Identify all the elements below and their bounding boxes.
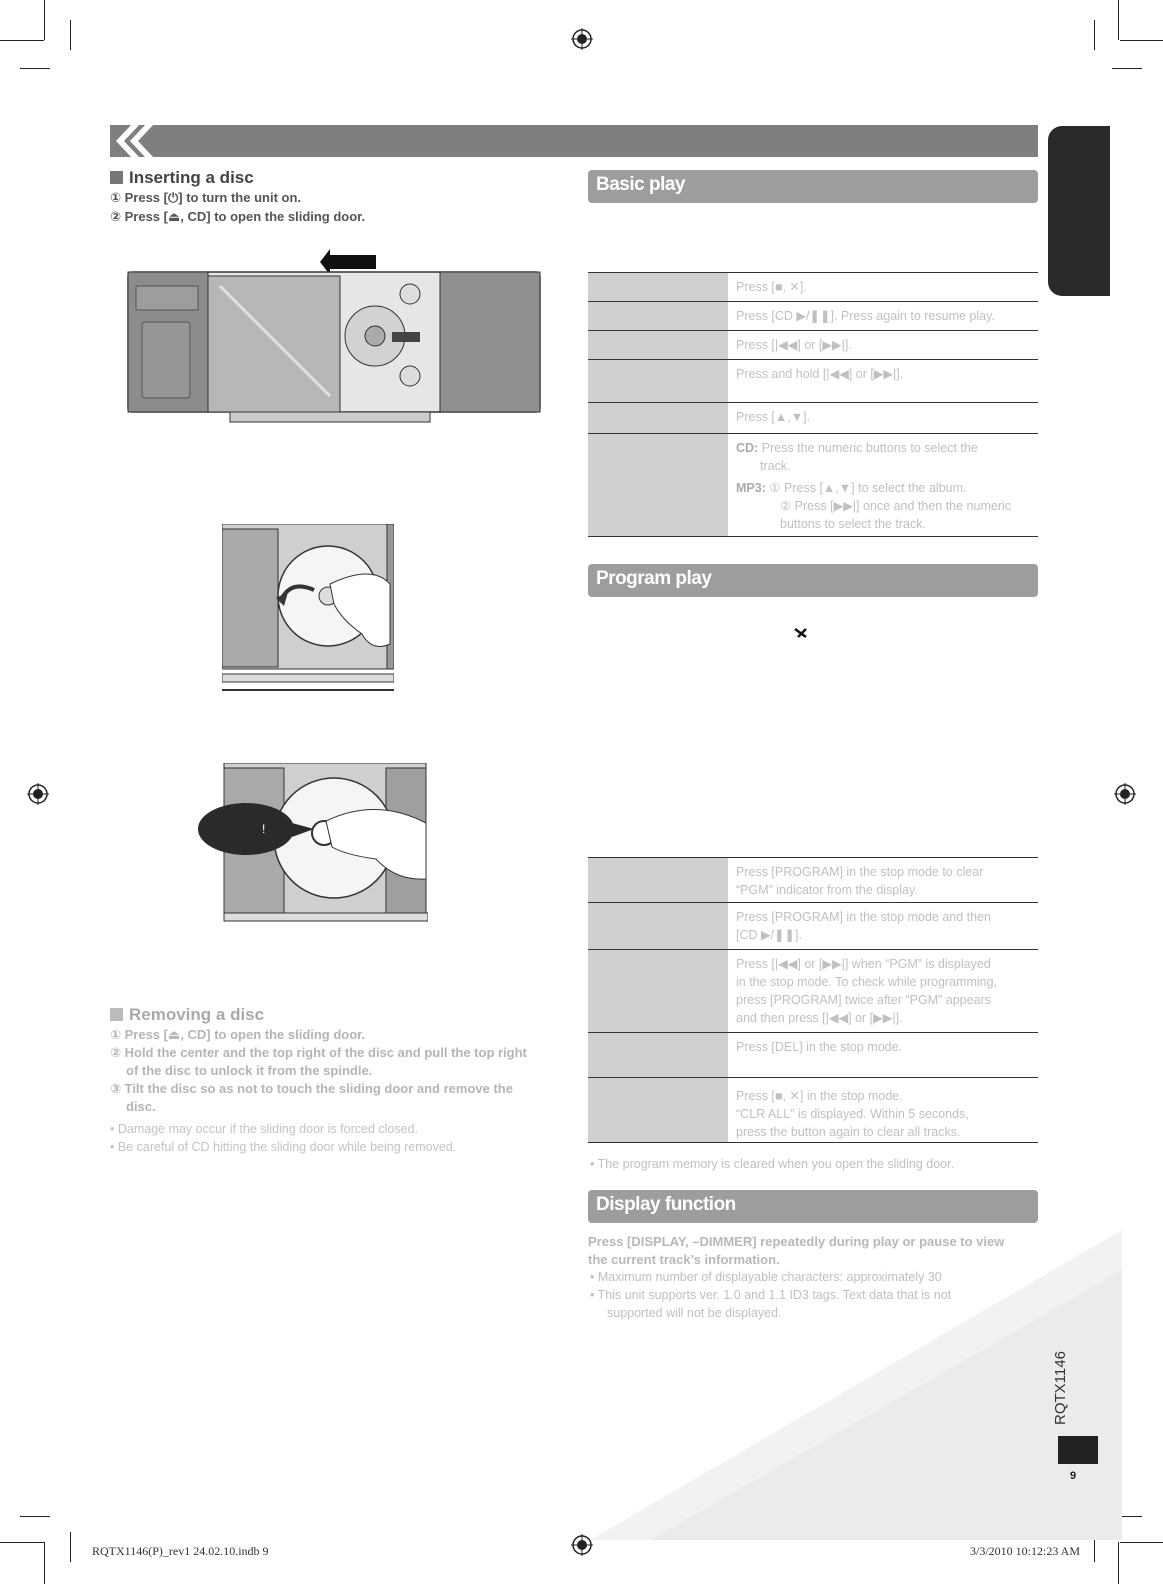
table-row: Press [|◀◀] or [▶▶|] when “PGM” is displayed in the stop mode. To check while programming, press [PROGRAM] twice after “PGM” appears and then press [|◀◀] or [▶▶|]. <box>588 949 1038 1032</box>
crop-mark <box>1120 1542 1163 1543</box>
crop-mark <box>0 40 44 41</box>
crop-mark <box>1118 0 1119 40</box>
registration-mark-icon <box>27 783 49 805</box>
removing-step-3-cont: disc. <box>126 1099 156 1114</box>
registration-mark-icon <box>1114 783 1136 805</box>
side-tab <box>1048 126 1110 296</box>
table-row: Press [|◀◀] or [▶▶|]. <box>588 330 1038 359</box>
program-play-band <box>588 564 1038 597</box>
display-bullet-2: • This unit supports ver. 1.0 and 1.1 ID3 tags. Text data that is not <box>590 1288 952 1302</box>
table-row: Press [PROGRAM] in the stop mode to clear “PGM” indicator from the display. <box>588 857 1038 902</box>
svg-text:!: ! <box>262 822 266 836</box>
registration-mark-icon <box>571 28 593 50</box>
unit-illustration <box>120 236 550 431</box>
removing-bullet-2: • Be careful of CD hitting the sliding door while being removed. <box>110 1140 457 1154</box>
basic-play-band <box>588 170 1038 203</box>
page-number: 9 <box>1070 1470 1077 1482</box>
crop-mark <box>70 1532 71 1562</box>
page-marker <box>1058 1436 1098 1464</box>
display-bullet-1: • Maximum number of displayable characters: approximately 30 <box>590 1270 942 1284</box>
inserting-step-1: ① Press [⏻] to turn the unit on. <box>110 190 302 205</box>
program-note: • The program memory is cleared when you open the sliding door. <box>590 1157 955 1171</box>
crop-mark <box>1118 1542 1119 1584</box>
insert-disc-illustration <box>222 524 394 692</box>
removing-step-2: ② Hold the center and the top right of the disc and pull the top right <box>110 1045 527 1060</box>
inserting-step-2: ② Press [⏏, CD] to open the sliding door. <box>110 209 366 224</box>
table-row: CD: Press the numeric buttons to select the track. MP3: ① Press [▲,▼] to select the album. ② Press [▶▶|] once and then the numeric buttons to select the track. <box>588 433 1038 537</box>
table-row: Press [DEL] in the stop mode. <box>588 1032 1038 1077</box>
stop-clear-icon <box>794 626 810 640</box>
display-function-band <box>588 1190 1038 1223</box>
display-function-title: Display function <box>596 1194 736 1215</box>
removing-step-2-cont: of the disc to unlock it from the spindle. <box>126 1063 373 1078</box>
crop-mark <box>0 1542 44 1543</box>
crop-mark <box>1120 40 1163 41</box>
crop-mark <box>1094 20 1095 50</box>
table-row: Press and hold [|◀◀] or [▶▶|]. <box>588 359 1038 402</box>
removing-bullet-1: • Damage may occur if the sliding door is forced closed. <box>110 1122 418 1136</box>
footer-file: RQTX1146(P)_rev1 24.02.10.indb 9 <box>92 1544 269 1558</box>
table-row: Press [CD ▶/❚❚]. Press again to resume play. <box>588 301 1038 330</box>
basic-play-title: Basic play <box>596 174 685 195</box>
display-instruction: Press [DISPLAY, –DIMMER] repeatedly during play or pause to view the current track’s information. <box>588 1234 1005 1267</box>
table-row: Press [▲,▼]. <box>588 402 1038 433</box>
crop-mark <box>44 0 45 40</box>
remove-disc-illustration <box>196 763 428 931</box>
table-row: Press [PROGRAM] in the stop mode and then [CD ▶/❚❚]. <box>588 902 1038 949</box>
chevron-left-icon <box>112 124 158 158</box>
table-row: Press [■, ✕]. <box>588 272 1038 301</box>
footer-timestamp: 3/3/2010 10:12:23 AM <box>970 1544 1081 1558</box>
removing-heading: Removing a disc <box>110 1005 264 1025</box>
crop-mark <box>20 1516 50 1517</box>
basic-play-table <box>588 272 1038 537</box>
program-play-title: Program play <box>596 568 712 589</box>
removing-step-3: ③ Tilt the disc so as not to touch the sliding door and remove the <box>110 1081 513 1096</box>
display-bullet-2-cont: supported will not be displayed. <box>607 1306 782 1320</box>
crop-mark <box>44 1542 45 1584</box>
removing-step-1: ① Press [⏏, CD] to open the sliding door. <box>110 1027 366 1042</box>
table-row: Press [■, ✕] in the stop mode. “CLR ALL” is displayed. Within 5 seconds, press the button again to clear all tracks. <box>588 1077 1038 1143</box>
crop-mark <box>20 68 50 69</box>
inserting-heading: Inserting a disc <box>110 168 254 188</box>
crop-mark <box>1112 68 1142 69</box>
program-play-table <box>588 857 1038 1143</box>
model-code: RQTX1146 <box>1052 1351 1069 1425</box>
header-bar <box>110 125 1038 157</box>
crop-mark <box>70 20 71 50</box>
